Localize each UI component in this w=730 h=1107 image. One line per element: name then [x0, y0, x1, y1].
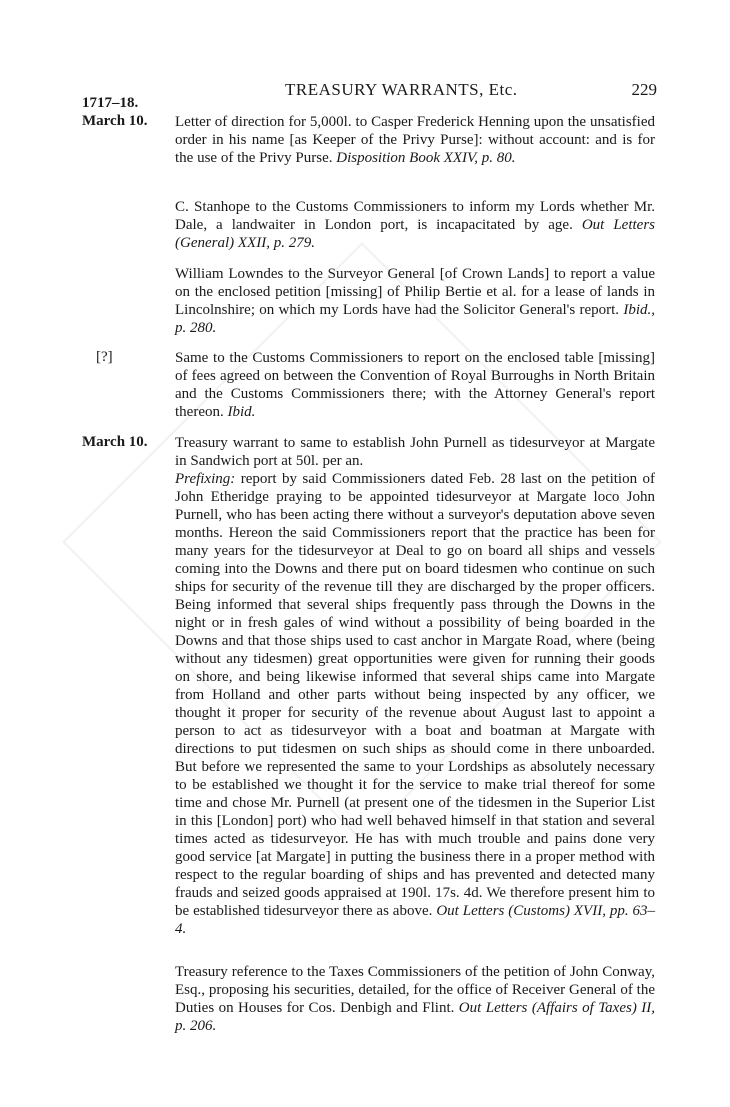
entry-reference: Out Letters (Affairs of Taxes) II, p. 206.: [175, 1000, 655, 1034]
entry-text: [175, 265, 655, 337]
entry-body: William Lowndes to the Surveyor General [of Crown Lands] to report a value on the enclosed petition [missing] of Philip Bertie et al. for a lease of lands in Lincolnshire; on which my Lords have had the Solicitor General's report.: [175, 266, 655, 318]
entry-body: C. Stanhope to the Customs Commissioners to inform my Lords whether Mr. Dale, a landwaiter in London port, is incapacitated by age.: [175, 199, 655, 233]
entry-reference: Out Letters (Customs) XVII, pp. 63–4.: [175, 903, 656, 937]
entry-reference: Ibid.: [227, 404, 256, 420]
entry-body: Treasury reference to the Taxes Commissioners of the petition of John Conway, Esq., proposing his securities, detailed, for the office of Receiver General of the Duties on Houses for Cos. Denbigh and Flint.: [175, 964, 655, 1016]
entry-body: Same to the Customs Commissioners to report on the enclosed table [missing] of fees agreed on between the Convention of Royal Burroughs in North Britain and the Customs Commissioners there; with the Attorney General's report thereon.: [175, 350, 655, 420]
entry-body: Letter of direction for 5,000l. to Casper Frederick Henning upon the unsatisfied order in his name [as Keeper of the Privy Purse]: without account: and is for the use of the Privy Purse.: [175, 114, 655, 166]
entry-body: Treasury warrant to same to establish John Purnell as tidesurveyor at Margate in Sandwich port at 50l. per an.: [175, 435, 655, 469]
entry-reference: Disposition Book XXIV, p. 80.: [336, 150, 516, 166]
entry-date: March 10.: [82, 434, 148, 450]
entry-text: [175, 113, 655, 167]
prefix-body: report by said Commissioners dated Feb. 28 last on the petition of John Etheridge praying to be appointed tidesurveyor at Margate loco John Purnell, who has been acting there without a surveyor's deputation above seven months. Hereon the said Commissioners report that the practice has been for many years for the tidesurveyor at Deal to go on board all ships and vessels coming into the Downs and there put on board tidesmen who continue on such ships for security of the revenue till they are discharged by the proper officers. Being informed that several ships frequently pass through the Downs in the night or in fresh gales of wind without a possibility of being boarded in the Downs and that those ships used to cast anchor in Margate Road, where (being without any tidesmen) great opportunities were given for running their goods on shore, and being likewise informed that several ships came into Margate from Holland and other parts without being inspected by any officer, we thought it proper for security of the revenue about August last to appoint a person to act as tidesurveyor with a boat and boatman at Margate with directions to put tidesmen on such ships as should come in there unboarded. But before we represented the same to your Lordships as absolutely necessary to be established we thought it for the service to make trial thereof for some time and chose Mr. Purnell (at present one of the tidesmen in the Superior List in this [London] port) who had well behaved himself in that station and several times acted as tidesurveyor. He has with much trouble and pains done very good service [at Margate] in putting the business there in a proper method with respect to the regular boarding of ships and has prevented and detected many frauds and seized goods appraised at 190l. 17s. 4d. We therefore present him to be established tidesurveyor there as above.: [175, 471, 656, 919]
prefix-label: Prefixing:: [175, 471, 236, 487]
year-marginal: 1717–18.: [82, 95, 139, 111]
entry-text: [175, 434, 655, 938]
entry-reference: Ibid., p. 280.: [175, 302, 656, 336]
page-title: TREASURY WARRANTS, Etc.: [285, 80, 518, 99]
entry-date-uncertain: [?]: [96, 349, 113, 365]
entry-reference: Out Letters (General) XXII, p. 279.: [175, 217, 655, 251]
entry-text: [175, 198, 655, 252]
entry-date: March 10.: [82, 113, 148, 129]
entry-text: [175, 349, 655, 421]
page-number: 229: [631, 80, 657, 99]
entry-text: [175, 963, 655, 1035]
